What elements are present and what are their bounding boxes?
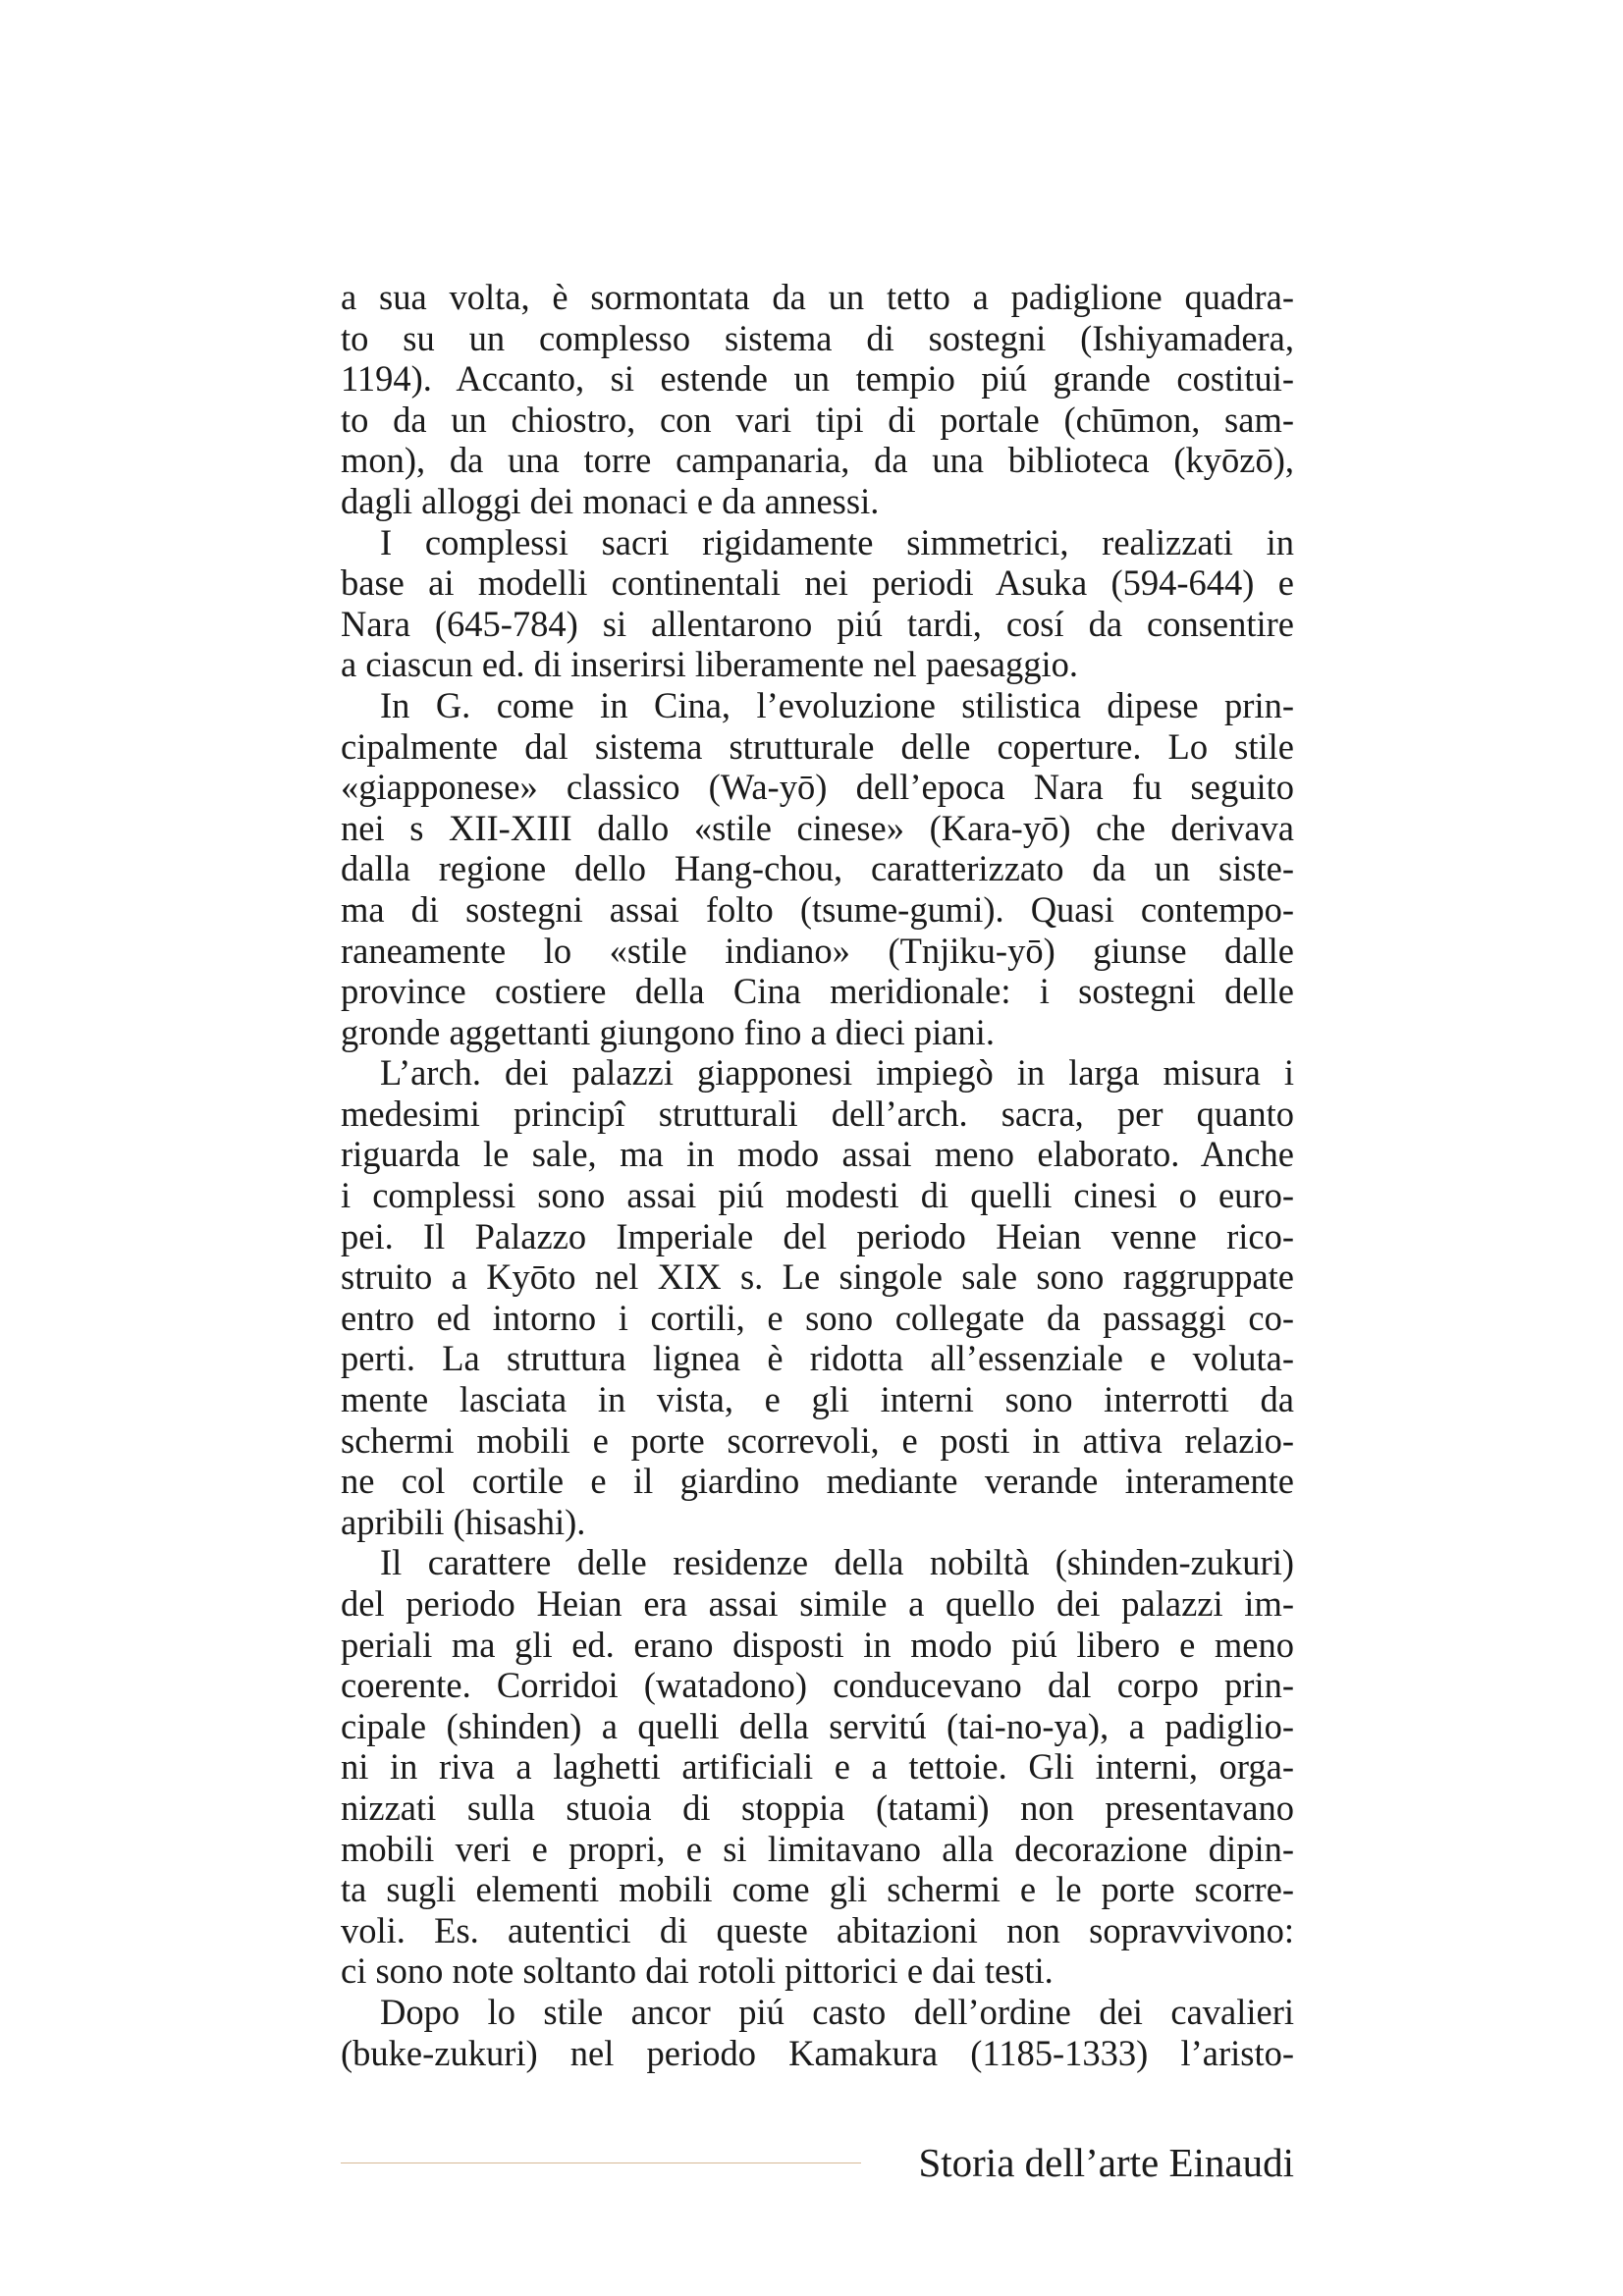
- text-line: ma di sostegni assai folto (tsume-gumi). Quasi contempo-: [341, 888, 1294, 930]
- text-line: Dopo lo stile ancor piú casto dell’ordine dei cavalieri: [380, 1991, 1294, 2032]
- text-line: dalla regione dello Hang-chou, caratterizzato da un siste-: [341, 848, 1294, 889]
- text-line: Il carattere delle residenze della nobiltà (shinden-zukuri): [380, 1542, 1294, 1583]
- text-line: I complessi sacri rigidamente simmetrici, realizzati in: [380, 521, 1294, 562]
- text-line: voli. Es. autentici di queste abitazioni non sopravvivono:: [341, 1909, 1294, 1950]
- text-line: del periodo Heian era assai simile a quello dei palazzi im-: [341, 1583, 1294, 1624]
- text-line: 1194). Accanto, si estende un tempio piú grande costitui-: [341, 358, 1294, 400]
- text-line: gronde aggettanti giungono fino a dieci piani.: [341, 1011, 995, 1052]
- text-line: to su un complesso sistema di sostegni (Ishiyamadera,: [341, 317, 1294, 358]
- text-line: apribili (hisashi).: [341, 1501, 586, 1542]
- text-line: base ai modelli continentali nei periodi Asuka (594-644) e: [341, 562, 1294, 604]
- text-line: Nara (645-784) si allentarono piú tardi, cosí da consentire: [341, 603, 1294, 644]
- text-line: L’arch. dei palazzi giapponesi impiegò in larga misura i: [380, 1052, 1294, 1094]
- text-line: riguarda le sale, ma in modo assai meno elaborato. Anche: [341, 1134, 1294, 1175]
- text-line: a sua volta, è sormontata da un tetto a padiglione quadra-: [341, 277, 1294, 317]
- text-line: pei. Il Palazzo Imperiale del periodo Heian venne rico-: [341, 1215, 1294, 1256]
- text-line: raneamente lo «stile indiano» (Tnjiku-yō) giunse dalle: [341, 930, 1294, 971]
- text-line: perti. La struttura lignea è ridotta all’essenziale e voluta-: [341, 1338, 1294, 1379]
- text-line: nizzati sulla stuoia di stoppia (tatami) non presentavano: [341, 1787, 1294, 1828]
- text-line: cipale (shinden) a quelli della servitú (tai-no-ya), a padiglio-: [341, 1705, 1294, 1746]
- text-line: «giapponese» classico (Wa-yō) dell’epoca Nara fu seguito: [341, 767, 1294, 808]
- text-line: medesimi principî strutturali dell’arch. sacra, per quanto: [341, 1093, 1294, 1134]
- text-line: ci sono note soltanto dai rotoli pittorici e dai testi.: [341, 1950, 1054, 1992]
- text-line: a ciascun ed. di inserirsi liberamente nel paesaggio.: [341, 644, 1079, 685]
- text-line: nei s XII-XIII dallo «stile cinese» (Kara-yō) che derivava: [341, 807, 1294, 848]
- text-line: ta sugli elementi mobili come gli schermi e le porte scorre-: [341, 1869, 1294, 1910]
- body-text: [341, 277, 1294, 2073]
- text-line: province costiere della Cina meridionale: i sostegni delle: [341, 971, 1294, 1012]
- text-line: In G. come in Cina, l’evoluzione stilistica dipese prin-: [380, 684, 1294, 725]
- text-line: coerente. Corridoi (watadono) conducevano dal corpo prin-: [341, 1665, 1294, 1706]
- text-line: to da un chiostro, con vari tipi di portale (chūmon, sam-: [341, 399, 1294, 440]
- text-line: mobili veri e propri, e si limitavano alla decorazione dipin-: [341, 1828, 1294, 1869]
- text-line: mon), da una torre campanaria, da una biblioteca (kyōzō),: [341, 440, 1294, 481]
- text-line: schermi mobili e porte scorrevoli, e posti in attiva relazio-: [341, 1419, 1294, 1461]
- text-line: entro ed intorno i cortili, e sono collegate da passaggi co-: [341, 1297, 1294, 1338]
- text-line: ni in riva a laghetti artificiali e a tettoie. Gli interni, orga-: [341, 1746, 1294, 1788]
- text-line: cipalmente dal sistema strutturale delle coperture. Lo stile: [341, 725, 1294, 767]
- text-line: (buke-zukuri) nel periodo Kamakura (1185-1333) l’aristo-: [341, 2032, 1294, 2073]
- text-line: mente lasciata in vista, e gli interni sono interrotti da: [341, 1379, 1294, 1420]
- footer-title: Storia dell’arte Einaudi: [918, 2140, 1294, 2185]
- text-line: i complessi sono assai piú modesti di quelli cinesi o euro-: [341, 1175, 1294, 1216]
- text-line: periali ma gli ed. erano disposti in modo piú libero e meno: [341, 1624, 1294, 1665]
- text-line: ne col cortile e il giardino mediante verande interamente: [341, 1461, 1294, 1502]
- text-line: struito a Kyōto nel XIX s. Le singole sale sono raggruppate: [341, 1256, 1294, 1298]
- text-line: dagli alloggi dei monaci e da annessi.: [341, 480, 880, 521]
